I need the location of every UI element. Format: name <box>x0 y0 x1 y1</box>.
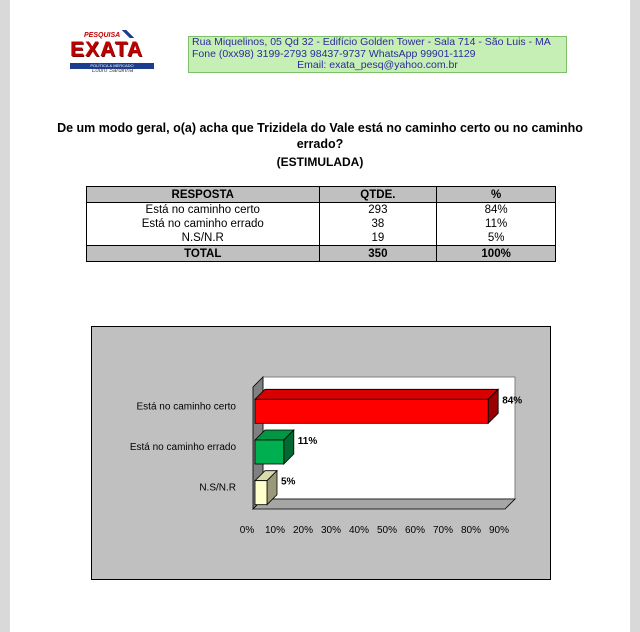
cell-percent: 11% <box>437 217 556 231</box>
x-tick-label: 80% <box>460 525 482 536</box>
bar-value-label: 11% <box>297 436 318 447</box>
bar-value-label: 5% <box>281 476 296 488</box>
bar-chart <box>92 327 550 579</box>
bar <box>255 440 284 464</box>
bar-value-label: 84% <box>502 395 523 407</box>
table-header-row <box>87 187 556 203</box>
pen-icon <box>120 30 136 38</box>
email-line: Email: exata_pesq@yahoo.com.br <box>297 59 458 71</box>
header-resposta: RESPOSTA <box>87 187 320 203</box>
cell-percent: 84% <box>437 203 556 218</box>
category-label: N.S/N.R <box>199 482 236 494</box>
x-tick-label: 20% <box>292 525 314 536</box>
bar-top <box>255 389 498 399</box>
chart-area <box>91 326 551 580</box>
category-label: Está no caminho certo <box>136 401 236 413</box>
logo-tagline: POLÍTICA & MERCADO <box>70 63 154 69</box>
x-tick-label: 40% <box>348 525 370 536</box>
category-label: Está no caminho errado <box>129 442 236 453</box>
total-label: TOTAL <box>87 246 320 262</box>
total-percent: 100% <box>437 246 556 262</box>
cell-answer: Está no caminho certo <box>87 203 320 218</box>
x-tick-label: 10% <box>264 525 286 536</box>
total-count: 350 <box>319 246 437 262</box>
header-qtde: QTDE. <box>319 187 437 203</box>
bar <box>255 399 488 423</box>
document-page <box>10 0 630 632</box>
x-tick-label: 70% <box>432 525 454 536</box>
phone-line: Fone (0xx98) 3199-2793 98437-9737 WhatsApp 99901-1129 <box>192 47 476 60</box>
cell-answer: Está no caminho errado <box>87 217 320 231</box>
x-tick-label: 90% <box>488 525 510 536</box>
cell-count: 293 <box>319 203 437 218</box>
cell-answer: N.S/N.R <box>87 231 320 246</box>
survey-question: De um modo geral, o(a) acha que Trizidela do Vale está no caminho certo ou no caminho errado? <box>57 121 583 151</box>
x-tick-label: 0% <box>239 525 255 536</box>
table-total-row <box>87 246 556 262</box>
question-type: (ESTIMULADA) <box>276 155 364 169</box>
table-row <box>87 217 556 231</box>
plot-floor <box>253 499 515 509</box>
table-row <box>87 203 556 218</box>
logo-signature: Louro Sardinha <box>92 68 134 74</box>
logo-brand: EXATA <box>70 38 144 61</box>
exata-logo <box>70 30 156 76</box>
cell-count: 19 <box>319 231 437 246</box>
logo-top-text: PESQUISA <box>84 32 121 39</box>
address-line: Rua Miquelinos, 05 Qd 32 - Edifício Golden Tower - Sala 714 - São Luis - MA <box>192 36 551 48</box>
address-box <box>188 36 567 73</box>
cell-percent: 5% <box>437 231 556 246</box>
x-tick-label: 50% <box>376 525 398 536</box>
table-row <box>87 231 556 246</box>
x-tick-label: 30% <box>320 525 342 536</box>
bar <box>255 481 267 505</box>
cell-count: 38 <box>319 217 437 231</box>
header-percent: % <box>437 187 556 203</box>
x-tick-label: 60% <box>404 525 426 536</box>
results-table <box>86 186 556 262</box>
